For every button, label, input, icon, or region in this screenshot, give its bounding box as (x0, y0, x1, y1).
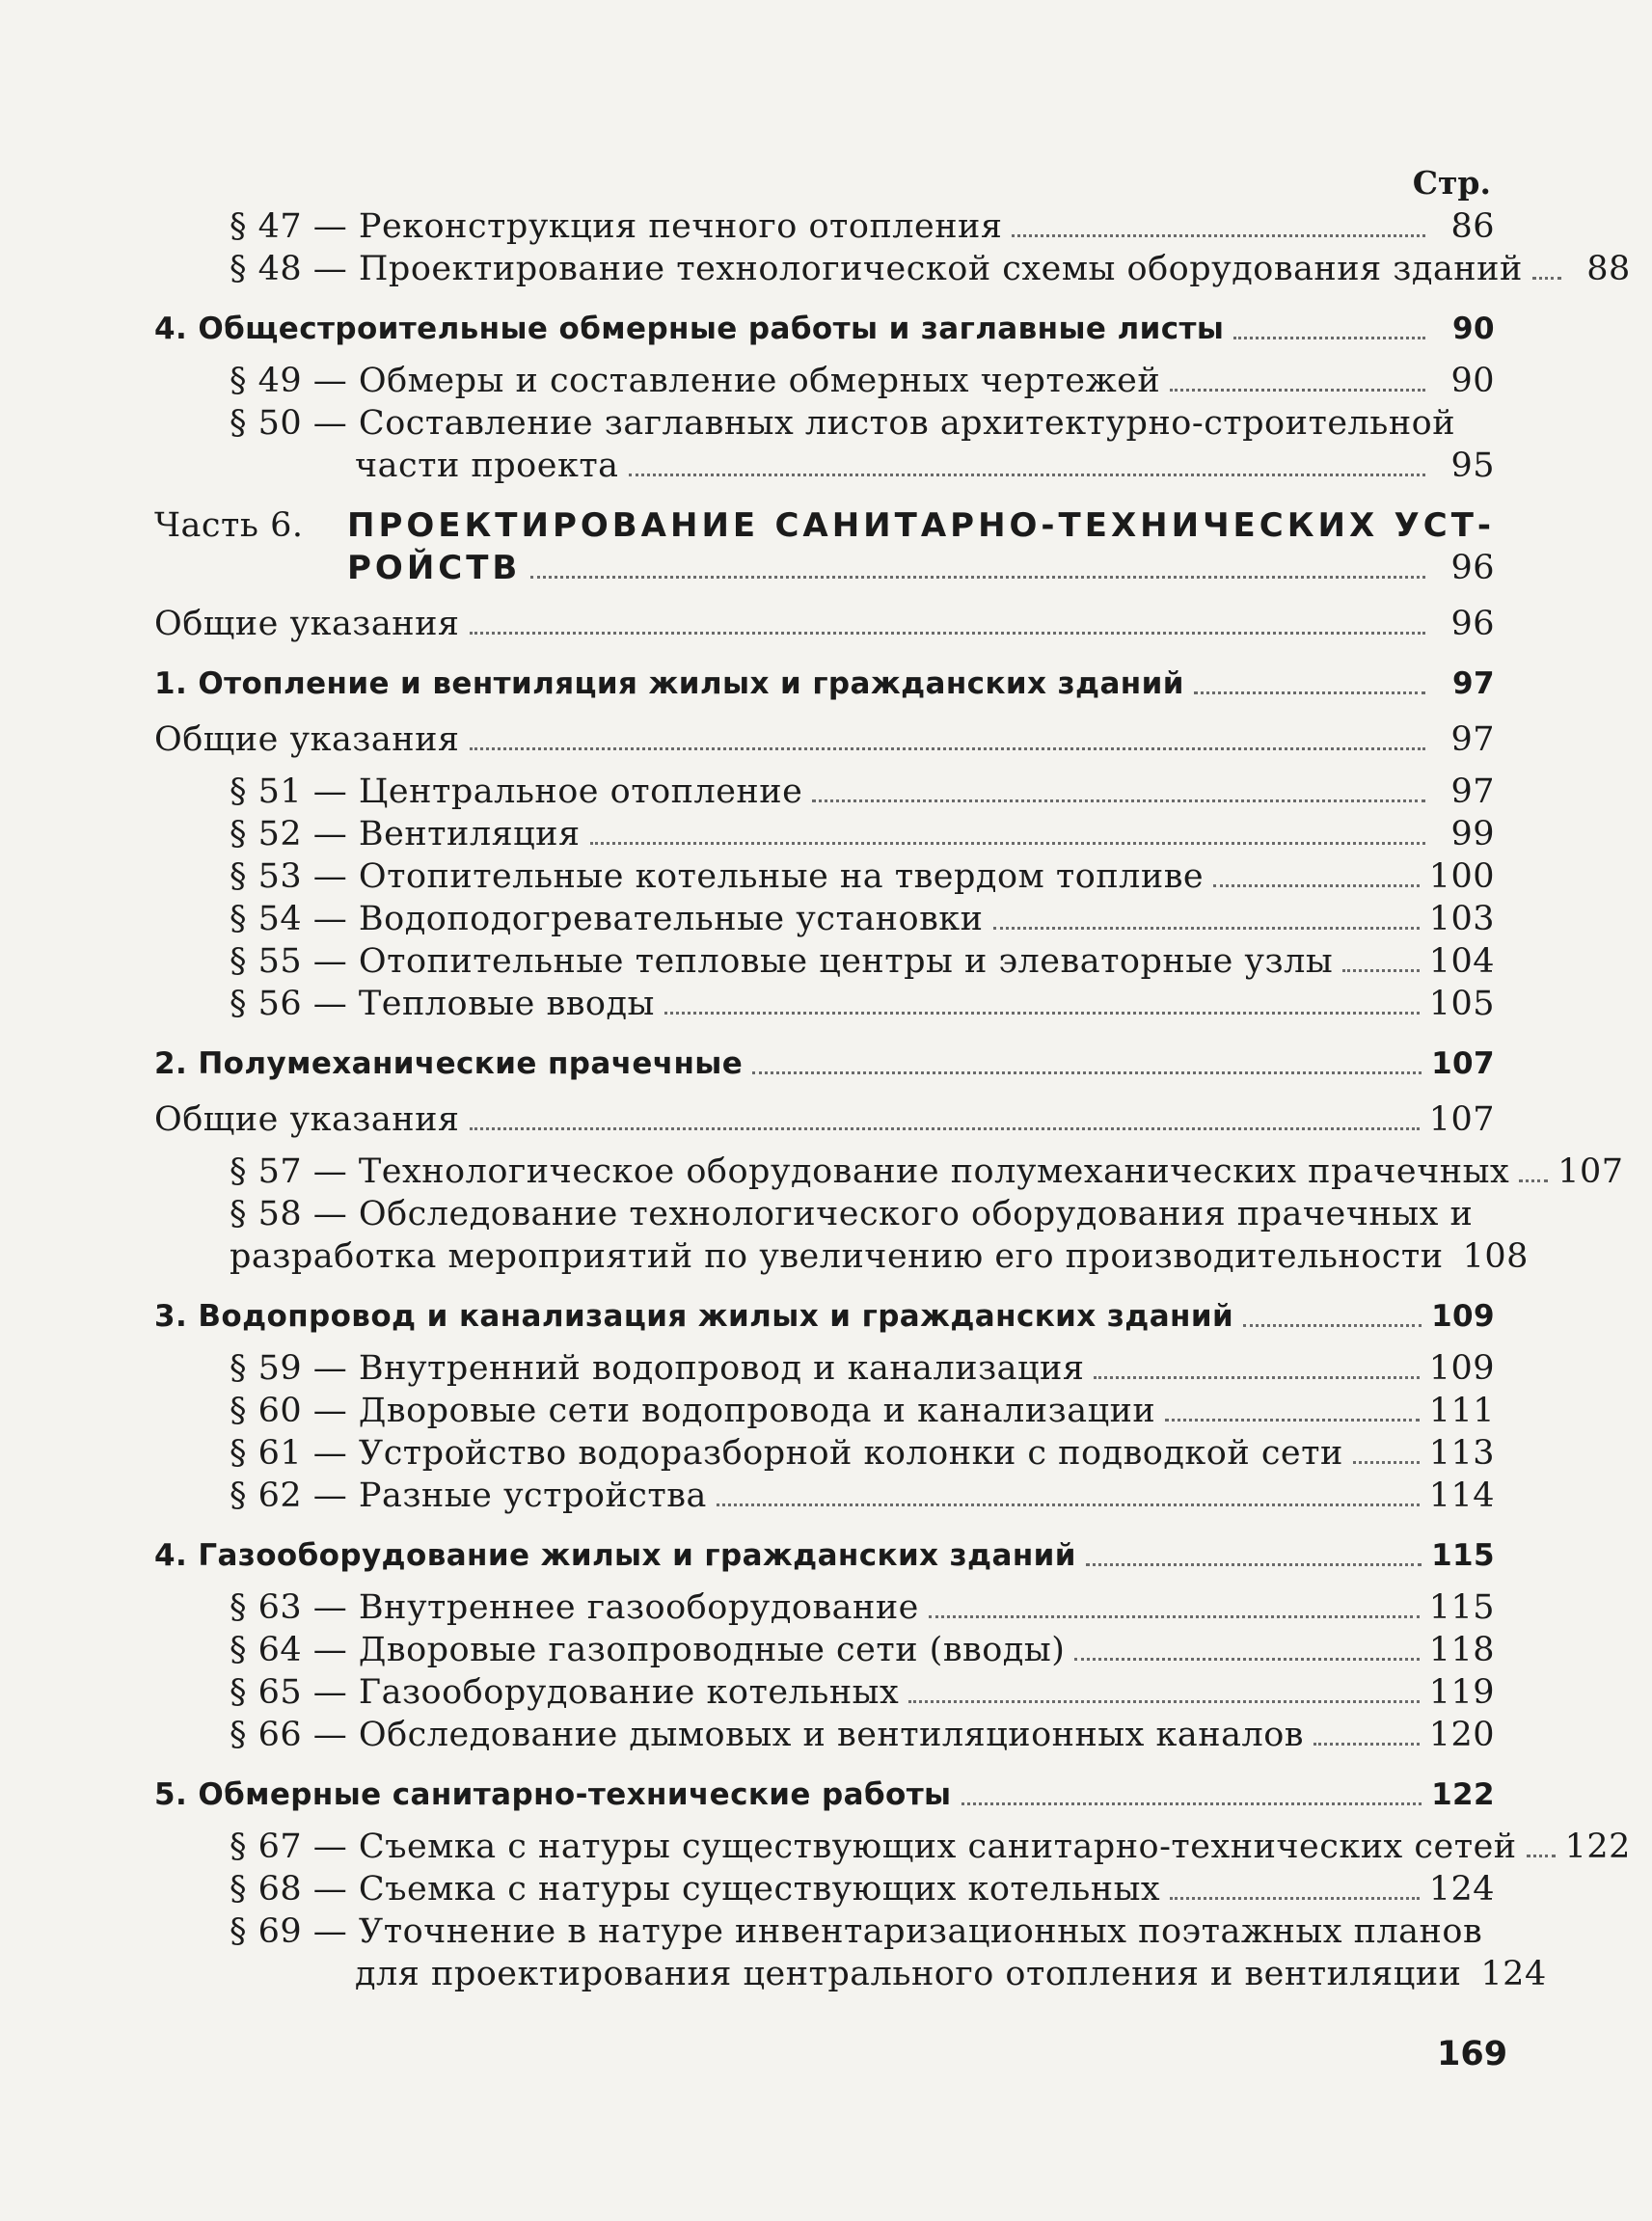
page-number: 169 (1437, 2035, 1508, 2073)
page-ref: 96 (1450, 605, 1495, 643)
entry-title: § 64 — Дворовые газопроводные сети (вводы) (230, 1631, 1066, 1669)
entry-title: § 61 — Устройство водоразборной колонки с подводкой сети (230, 1434, 1343, 1473)
table-of-contents (154, 164, 1631, 1995)
page-ref: 100 (1428, 857, 1495, 896)
toc-entry (154, 1868, 1495, 1910)
entry-title: § 57 — Технологическое оборудование полумеханических прачечных (230, 1152, 1510, 1191)
page-ref: 108 (1462, 1237, 1529, 1276)
toc-entry (154, 248, 1631, 290)
part-heading (154, 504, 1495, 589)
page-ref: 120 (1428, 1716, 1495, 1754)
list-group-b (154, 360, 1495, 402)
page-ref: 124 (1480, 1955, 1547, 1993)
page-ref: 97 (1450, 720, 1495, 759)
toc-entry (154, 1151, 1624, 1193)
entry-title: § 53 — Отопительные котельные на твердом топливе (230, 857, 1205, 896)
toc-entry (154, 898, 1495, 940)
dot-leader (530, 576, 1425, 579)
dot-leader (1243, 1324, 1422, 1327)
toc-entry (154, 1347, 1495, 1390)
toc-entry (154, 1390, 1495, 1432)
dot-leader (470, 1127, 1420, 1130)
page-ref: 115 (1428, 1588, 1495, 1627)
entry-title: § 54 — Водоподогревательные установки (230, 900, 984, 938)
entry-line-1: § 58 — Обследование технологического оборудования прачечных и (230, 1195, 1474, 1233)
toc-entry (154, 855, 1495, 898)
page-ref: 88 (1586, 250, 1631, 288)
dot-leader (1313, 1743, 1420, 1746)
dot-leader (1519, 1179, 1548, 1182)
entry-title: Общие указания (154, 1100, 460, 1139)
dot-leader (1170, 389, 1425, 392)
general-notes-entry (154, 603, 1495, 645)
page-ref: 96 (1450, 549, 1495, 587)
entry-title: § 66 — Обследование дымовых и вентиляционных каналов (230, 1716, 1304, 1754)
section-heading (154, 663, 1495, 705)
dot-leader (1353, 1461, 1420, 1464)
toc-entry (154, 1629, 1495, 1671)
section-title: 4. Общестроительные обмерные работы и заглавные листы (154, 311, 1225, 346)
dot-leader (1342, 969, 1419, 972)
dot-leader (1094, 1376, 1419, 1379)
entry-line-1: § 50 — Составление заглавных листов архитектурно-строительной (230, 404, 1456, 443)
entry-title: § 68 — Съемка с натуры существующих котельных (230, 1870, 1161, 1909)
entry-title: § 67 — Съемка с натуры существующих санитарно-технических сетей (230, 1828, 1517, 1866)
list-group-e (154, 1347, 1495, 1517)
page-ref: 95 (1450, 447, 1495, 485)
list-group-d (154, 1151, 1624, 1193)
page-ref: 114 (1428, 1476, 1495, 1515)
entry-title: § 49 — Обмеры и составление обмерных чертежей (230, 362, 1161, 400)
entry-title: § 60 — Дворовые сети водопровода и канализации (230, 1392, 1156, 1430)
page-ref: 118 (1428, 1631, 1495, 1669)
page-ref: 90 (1450, 362, 1495, 400)
entry-title: § 56 — Тепловые вводы (230, 985, 655, 1023)
dot-leader (629, 474, 1425, 476)
dot-leader (1233, 337, 1425, 339)
entry-title: Общие указания (154, 720, 460, 759)
list-group-a (154, 205, 1631, 290)
section-title: 3. Водопровод и канализация жилых и гражданских зданий (154, 1299, 1234, 1334)
dot-leader (1194, 691, 1425, 694)
section-heading (154, 308, 1495, 350)
general-notes-entry (154, 1098, 1495, 1141)
page-ref: 119 (1428, 1673, 1495, 1712)
page-ref: 122 (1431, 1777, 1495, 1812)
toc-entry (154, 813, 1495, 855)
general-notes-entry (154, 718, 1495, 761)
dot-leader (812, 799, 1425, 802)
entry-title: § 59 — Внутренний водопровод и канализация (230, 1349, 1085, 1388)
dot-leader (1532, 277, 1561, 280)
page-ref: 99 (1450, 815, 1495, 853)
toc-entry (154, 771, 1495, 813)
dot-leader (1170, 1897, 1420, 1900)
toc-entry (154, 205, 1495, 248)
toc-entry (154, 1586, 1495, 1629)
dot-leader (1012, 234, 1425, 237)
page-ref: 107 (1431, 1046, 1495, 1081)
page-ref: 105 (1428, 985, 1495, 1023)
part-title-line-1: ПРОЕКТИРОВАНИЕ САНИТАРНО-ТЕХНИЧЕСКИХ УСТ- (347, 506, 1495, 545)
dot-leader (752, 1071, 1422, 1074)
entry-line-2: разработка мероприятий по увеличению его производительности (230, 1237, 1444, 1276)
toc-entry (154, 1475, 1495, 1517)
page-ref: 97 (1452, 666, 1495, 701)
entry-title: § 65 — Газооборудование котельных (230, 1673, 900, 1712)
section-title: 4. Газооборудование жилых и гражданских зданий (154, 1538, 1076, 1573)
dot-leader (664, 1012, 1420, 1015)
page-ref: 90 (1452, 311, 1495, 346)
entry-title: § 63 — Внутреннее газооборудование (230, 1588, 919, 1627)
page-ref: 109 (1428, 1349, 1495, 1388)
page-column-header: Стр. (1412, 164, 1491, 202)
entry-line-2: для проектирования центрального отопления и вентиляции (355, 1955, 1462, 1993)
dot-leader (1527, 1855, 1556, 1857)
dot-leader (1165, 1419, 1419, 1422)
section-heading (154, 1295, 1495, 1338)
list-group-c (154, 771, 1495, 1025)
toc-entry (154, 360, 1495, 402)
list-group-f (154, 1586, 1495, 1756)
toc-entry-multiline (154, 1910, 1547, 1995)
page-ref: 122 (1564, 1828, 1631, 1866)
entry-title: § 47 — Реконструкция печного отопления (230, 207, 1003, 246)
page-ref: 104 (1428, 942, 1495, 981)
entry-line-1: § 69 — Уточнение в натуре инвентаризационных поэтажных планов (230, 1912, 1483, 1951)
toc-entry (154, 1432, 1495, 1475)
dot-leader (717, 1503, 1420, 1506)
toc-entry-multiline (154, 402, 1495, 487)
section-heading (154, 1534, 1495, 1577)
entry-title: § 51 — Центральное отопление (230, 772, 803, 811)
dot-leader (470, 747, 1426, 750)
page-ref: 97 (1450, 772, 1495, 811)
page-ref: 115 (1431, 1538, 1495, 1573)
section-title: 5. Обмерные санитарно-технические работы (154, 1777, 952, 1812)
entry-title: § 48 — Проектирование технологической схемы оборудования зданий (230, 250, 1523, 288)
dot-leader (590, 842, 1425, 845)
page-ref: 107 (1557, 1152, 1624, 1191)
page-ref: 86 (1450, 207, 1495, 246)
dot-leader (470, 632, 1426, 635)
section-title: 2. Полумеханические прачечные (154, 1046, 744, 1081)
page-ref: 109 (1431, 1299, 1495, 1334)
part-title-line-2: РОЙСТВ (347, 549, 522, 587)
section-heading (154, 1043, 1495, 1085)
dot-leader (1074, 1658, 1419, 1661)
page-ref: 107 (1428, 1100, 1495, 1139)
toc-entry (154, 1671, 1495, 1714)
entry-title: § 52 — Вентиляция (230, 815, 581, 853)
list-group-g (154, 1826, 1631, 1910)
dot-leader (993, 927, 1420, 930)
page-ref: 113 (1428, 1434, 1495, 1473)
page-ref: 103 (1428, 900, 1495, 938)
toc-entry (154, 983, 1495, 1025)
page-ref: 124 (1428, 1870, 1495, 1909)
entry-line-2: части проекта (355, 447, 619, 485)
toc-entry (154, 940, 1495, 983)
entry-title: Общие указания (154, 605, 460, 643)
toc-entry-multiline (154, 1193, 1529, 1278)
page-ref: 111 (1428, 1392, 1495, 1430)
entry-title: § 62 — Разные устройства (230, 1476, 707, 1515)
section-heading (154, 1774, 1495, 1816)
toc-entry (154, 1826, 1631, 1868)
dot-leader (1213, 884, 1420, 887)
section-title: 1. Отопление и вентиляция жилых и гражданских зданий (154, 666, 1184, 701)
toc-entry (154, 1714, 1495, 1756)
entry-title: § 55 — Отопительные тепловые центры и элеваторные узлы (230, 942, 1334, 981)
part-label: Часть 6. (154, 506, 304, 545)
dot-leader (1086, 1563, 1422, 1566)
dot-leader (908, 1700, 1419, 1703)
dot-leader (929, 1615, 1420, 1618)
dot-leader (961, 1802, 1422, 1805)
